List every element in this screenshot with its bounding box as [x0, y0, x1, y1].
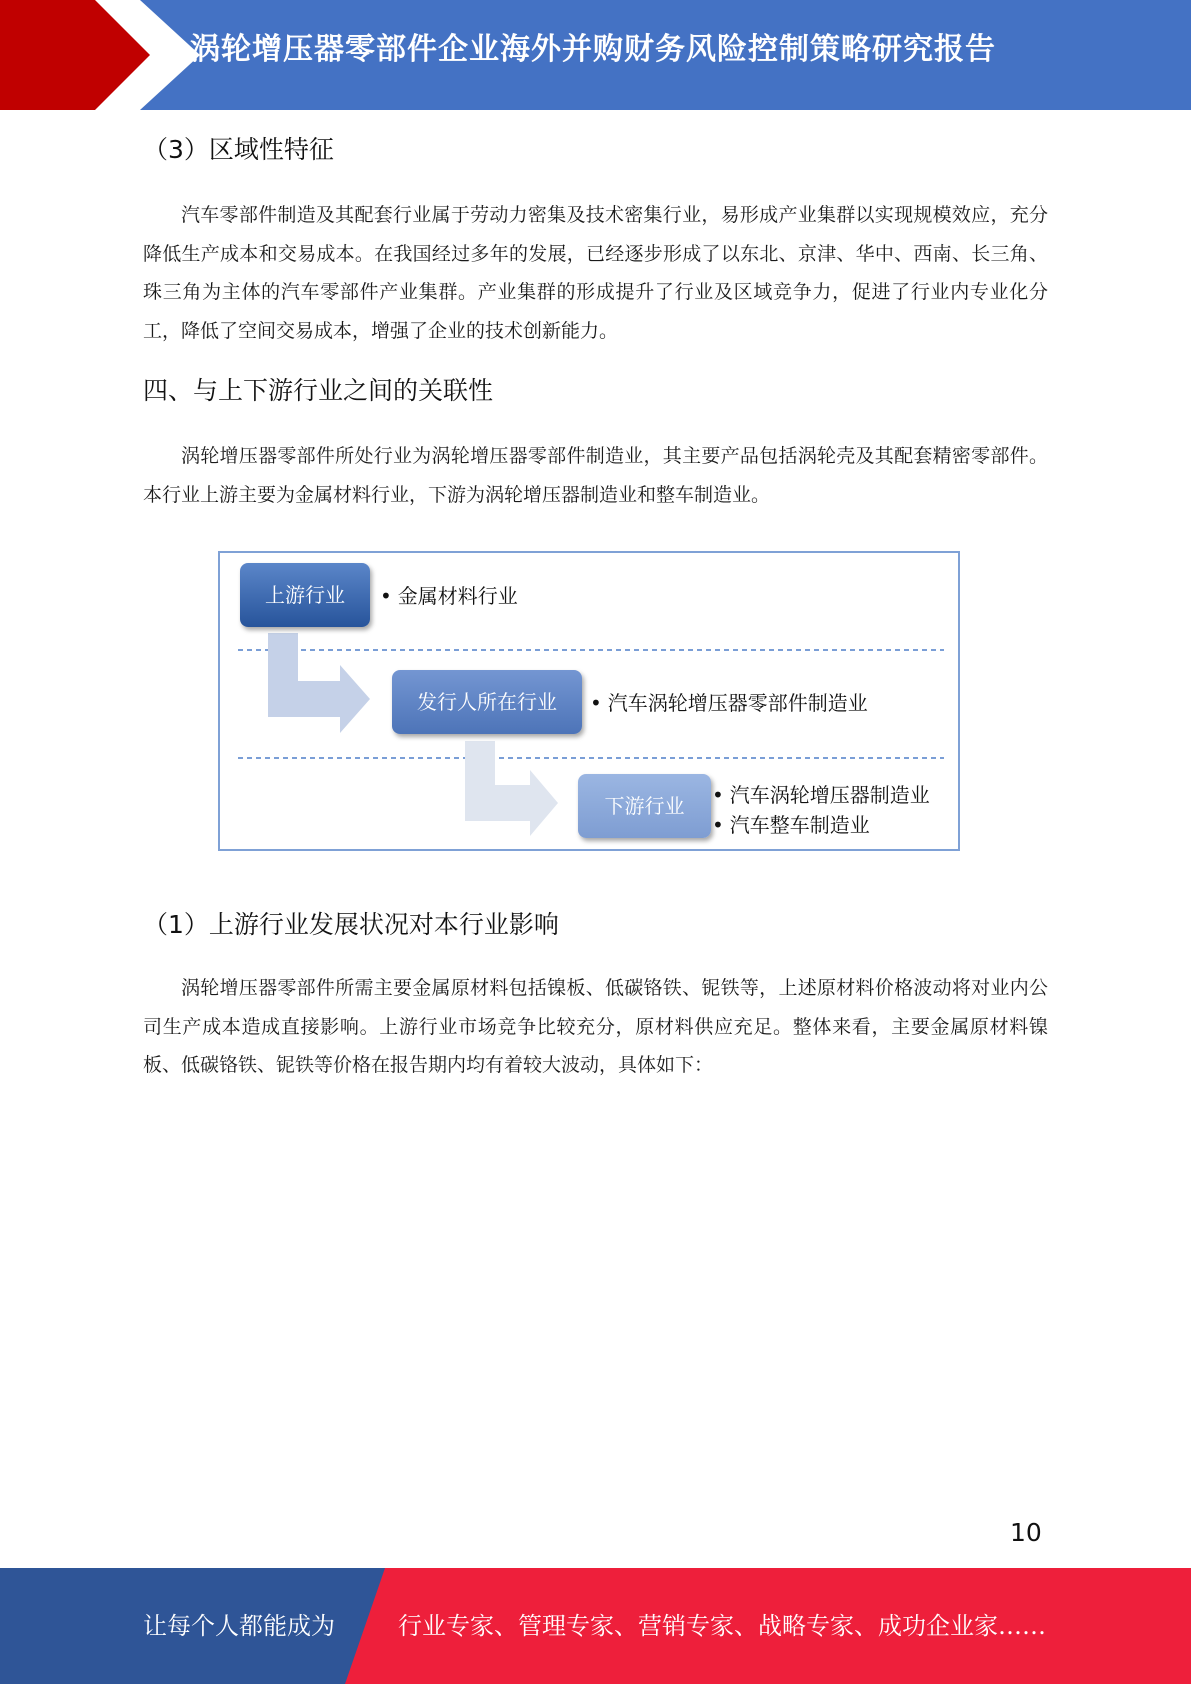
report-title: 涡轮增压器零部件企业海外并购财务风险控制策略研究报告: [190, 32, 996, 67]
node-issuer-industry: 发行人所在行业: [392, 670, 582, 734]
paragraph-chain: 涡轮增压器零部件所处行业为涡轮增压器零部件制造业，其主要产品包括涡轮壳及其配套精密零部件。本行业上游主要为金属材料行业，下游为涡轮增压器制造业和整车制造业。: [143, 445, 1048, 506]
section-heading-upstream: （1）上游行业发展状况对本行业影响: [143, 910, 559, 939]
paragraph-regional: 汽车零部件制造及其配套行业属于劳动力密集及技术密集行业，易形成产业集群以实现规模效应，充分降低生产成本和交易成本。在我国经过多年的发展，已经逐步形成了以东北、京津、华中、西南、长三角、珠三角为主体的汽车零部件产业集群。产业集群的形成提升了行业及区域竞争力，促进了行业内专业化分工，降低了空间交易成本，增强了企业的技术创新能力。: [143, 204, 1048, 342]
header-chevron-decoration: [0, 0, 200, 110]
footer-slogan-right: 行业专家、管理专家、营销专家、战略专家、成功企业家……: [398, 1612, 1046, 1640]
footer-slogan-left: 让每个人都能成为: [143, 1612, 335, 1640]
report-footer: [0, 1568, 1191, 1684]
paragraph-upstream: 涡轮增压器零部件所需主要金属原材料包括镍板、低碳铬铁、铌铁等，上述原材料价格波动将对业内公司生产成本造成直接影响。上游行业市场竞争比较充分，原材料供应充足。整体来看，主要金属原材料镍板、低碳铬铁、铌铁等价格在报告期内均有着较大波动，具体如下：: [143, 977, 1048, 1076]
bullet-downstream-2: • 汽车整车制造业: [712, 809, 870, 838]
bullet-issuer-1: • 汽车涡轮增压器零部件制造业: [590, 687, 868, 716]
bullet-downstream-1: • 汽车涡轮增压器制造业: [712, 779, 930, 808]
node-upstream: 上游行业: [240, 563, 370, 627]
section-heading-chain: 四、与上下游行业之间的关联性: [143, 376, 494, 405]
industry-chain-diagram: [218, 551, 960, 851]
arrow-issuer-to-downstream-icon: [465, 741, 558, 836]
section-heading-regional: （3）区域性特征: [143, 135, 334, 164]
bullet-upstream-1: • 金属材料行业: [380, 580, 518, 609]
page-number: 10: [1010, 1518, 1042, 1547]
report-header: [0, 0, 1191, 110]
node-downstream: 下游行业: [578, 774, 711, 838]
arrow-upstream-to-issuer-icon: [268, 633, 370, 733]
